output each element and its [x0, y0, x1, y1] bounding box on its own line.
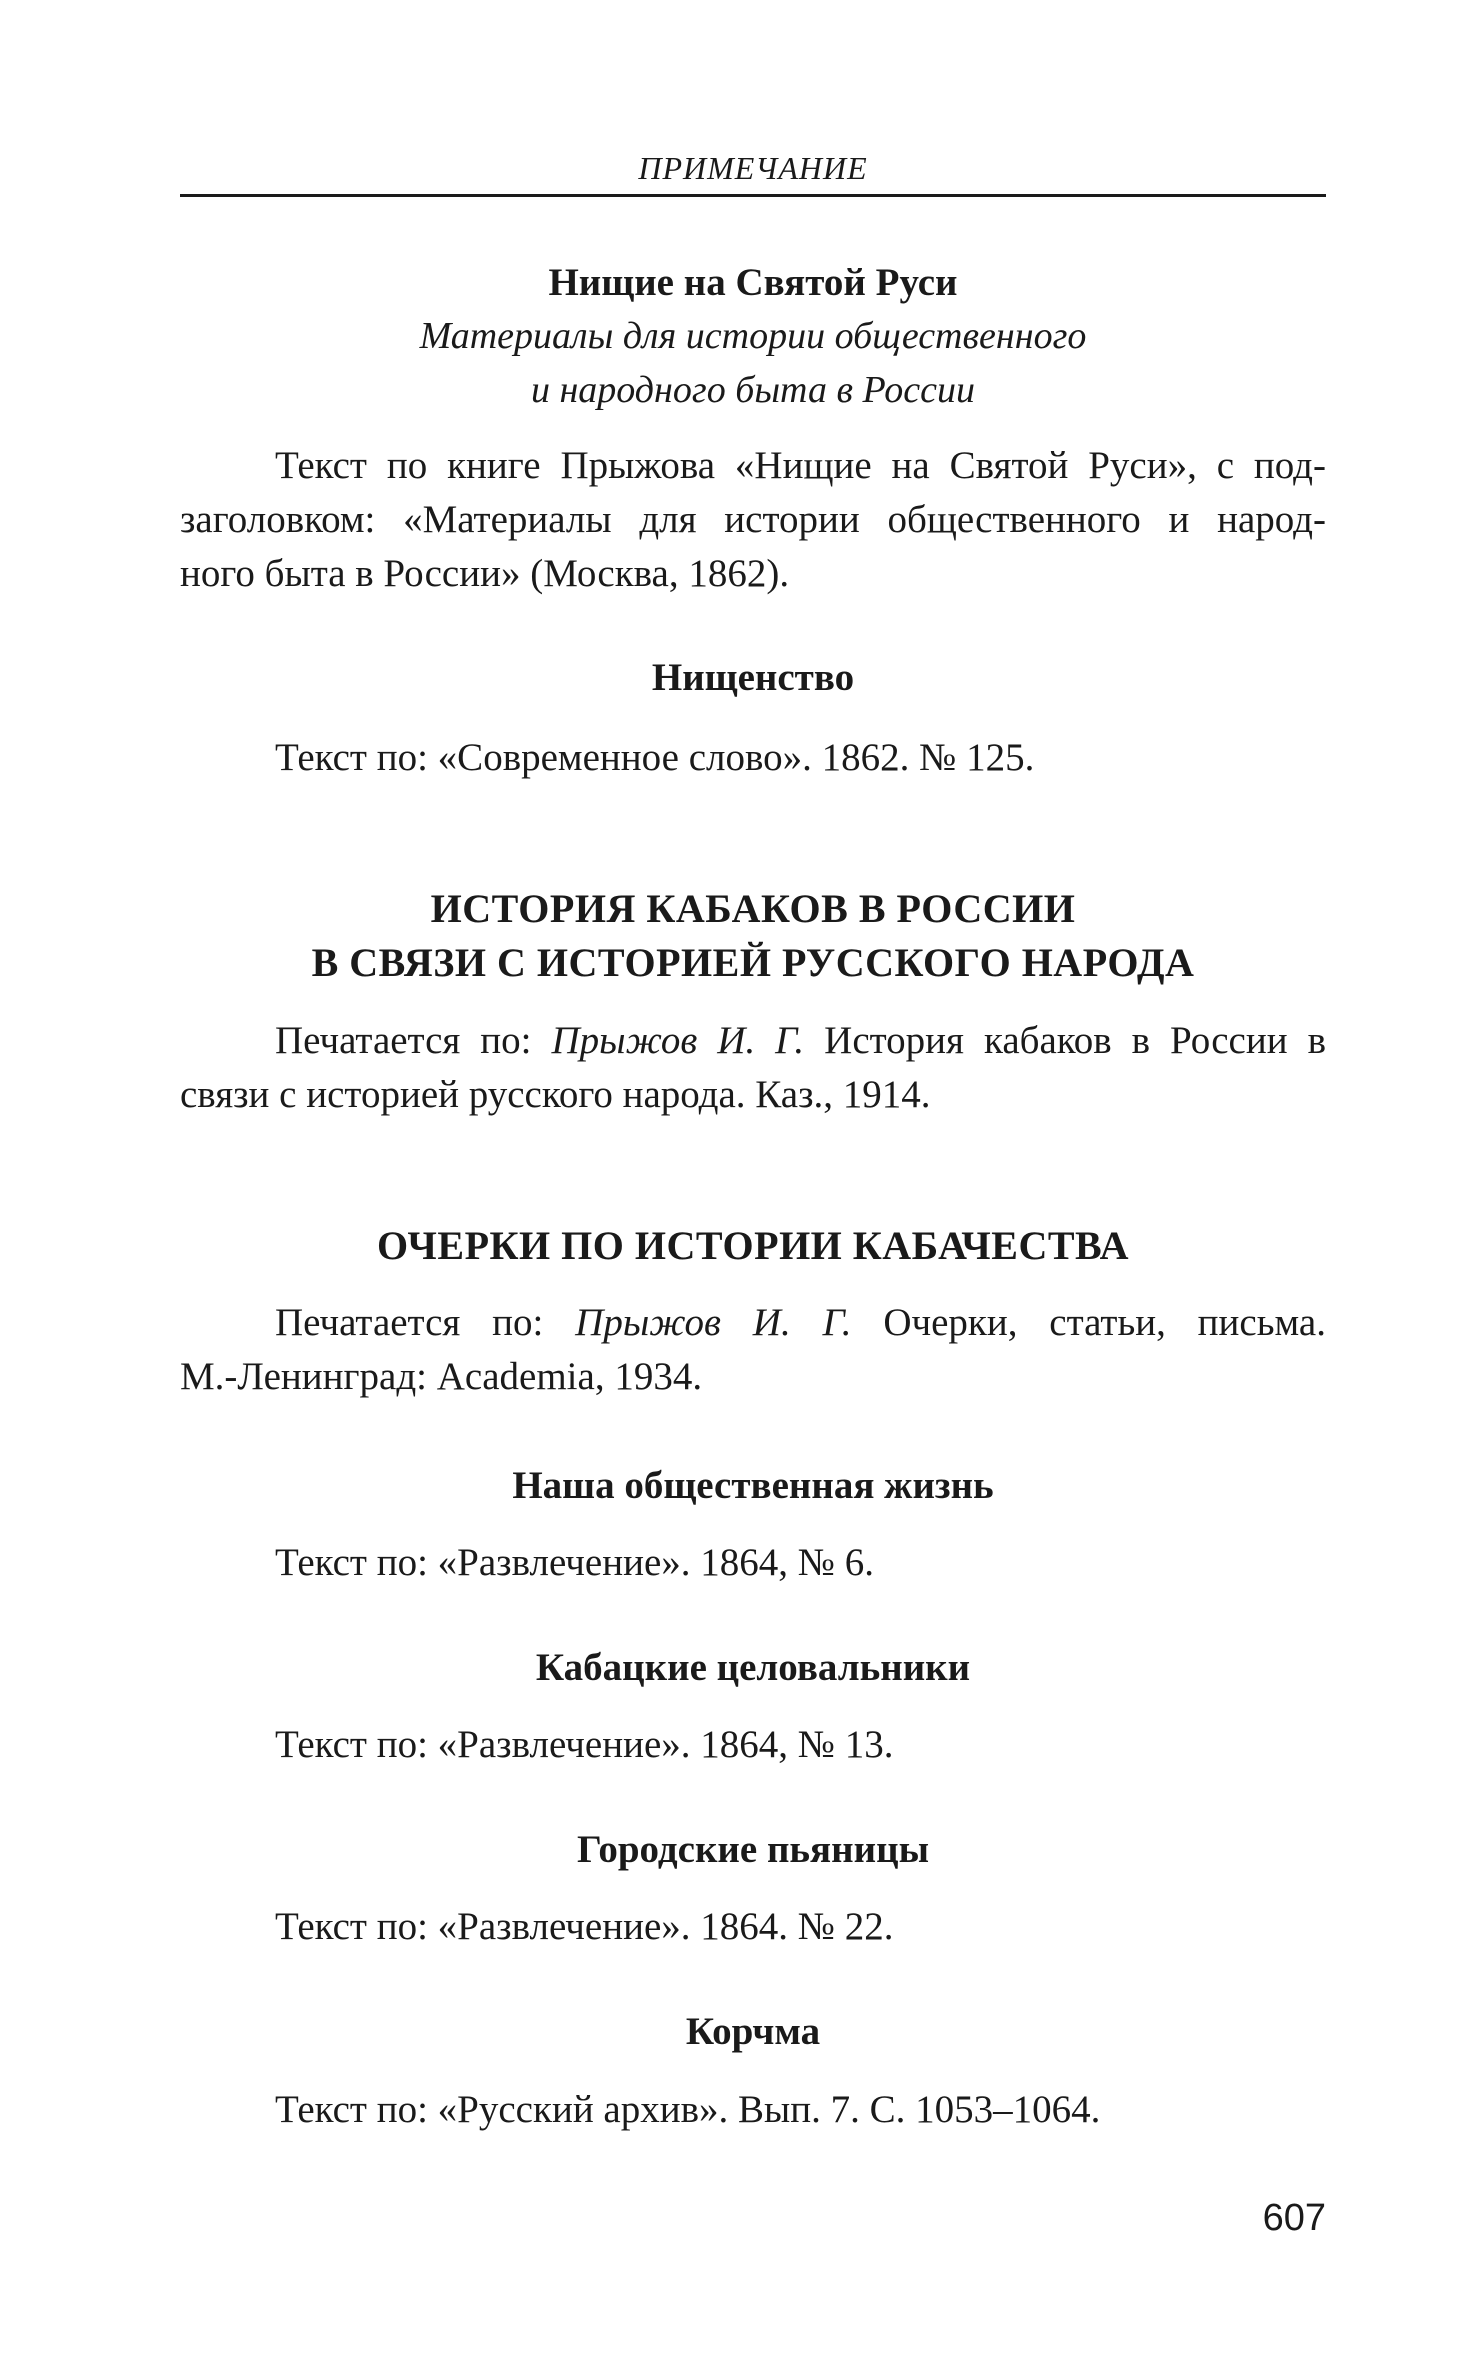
- source-note-tselovalniki: Текст по: «Развлечение». 1864, № 13.: [275, 1723, 894, 1766]
- section-title-nishchie: Нищие на Святой Руси: [548, 261, 958, 304]
- paragraph-nishchie: [180, 439, 1326, 601]
- section-title-tselovalniki: Кабацкие целовальники: [535, 1646, 971, 1689]
- source-note-pyanitsy: Текст по: «Развлечение». 1864. № 22.: [275, 1905, 894, 1948]
- header-rule: [180, 194, 1326, 197]
- section-title-kabaki-line-1: ИСТОРИЯ КАБАКОВ В РОССИИ: [430, 886, 1076, 931]
- paragraph-line: М.-Ленинград: Academia, 1934.: [180, 1355, 703, 1398]
- section-title-nishchenstvo: Нищенство: [651, 656, 855, 699]
- source-note-korchma: Текст по: «Русский архив». Вып. 7. С. 1053–1064.: [275, 2088, 1101, 2131]
- paragraph-kabaki: [180, 1014, 1326, 1122]
- section-title-korchma: Корчма: [685, 2010, 821, 2053]
- section-title-pyanitsy: Городские пьяницы: [576, 1828, 930, 1871]
- paragraph-line: заголовком: «Материалы для истории общественного и народ-: [180, 498, 1326, 541]
- paragraph-ocherki: [180, 1296, 1326, 1404]
- subtitle-line-1: Материалы для истории общественного: [419, 315, 1087, 357]
- author-name: Прыжов И. Г.: [575, 1301, 852, 1344]
- subtitle-line-2: и народного быта в России: [530, 369, 976, 411]
- section-title-kabaki-line-2: В СВЯЗИ С ИСТОРИЕЙ РУССКОГО НАРОДА: [311, 940, 1195, 985]
- source-note-nasha-zhizn: Текст по: «Развлечение». 1864, № 6.: [275, 1541, 874, 1584]
- paragraph-line: связи с историей русского народа. Каз., 1914.: [180, 1073, 931, 1116]
- para-rest: Очерки, статьи, письма.: [851, 1301, 1326, 1344]
- para-prefix: Печатается по:: [275, 1019, 552, 1062]
- running-head: ПРИМЕЧАНИЕ: [638, 150, 868, 186]
- author-name: Прыжов И. Г.: [551, 1019, 805, 1062]
- paragraph-line: [180, 1296, 1326, 1350]
- paragraph-line: Текст по книге Прыжова «Нищие на Святой Руси», с под-: [275, 444, 1326, 487]
- source-note-nishchenstvo: Текст по: «Современное слово». 1862. № 125.: [275, 736, 1035, 779]
- page-number: 607: [1262, 2197, 1326, 2239]
- para-prefix: Печатается по:: [275, 1301, 576, 1344]
- section-title-nasha-zhizn: Наша общественная жизнь: [512, 1464, 994, 1507]
- paragraph-line: ного быта в России» (Москва, 1862).: [180, 552, 790, 595]
- paragraph-line: [180, 1014, 1326, 1068]
- section-title-ocherki: ОЧЕРКИ ПО ИСТОРИИ КАБАЧЕСТВА: [376, 1223, 1130, 1268]
- para-rest: История кабаков в России в: [804, 1019, 1326, 1062]
